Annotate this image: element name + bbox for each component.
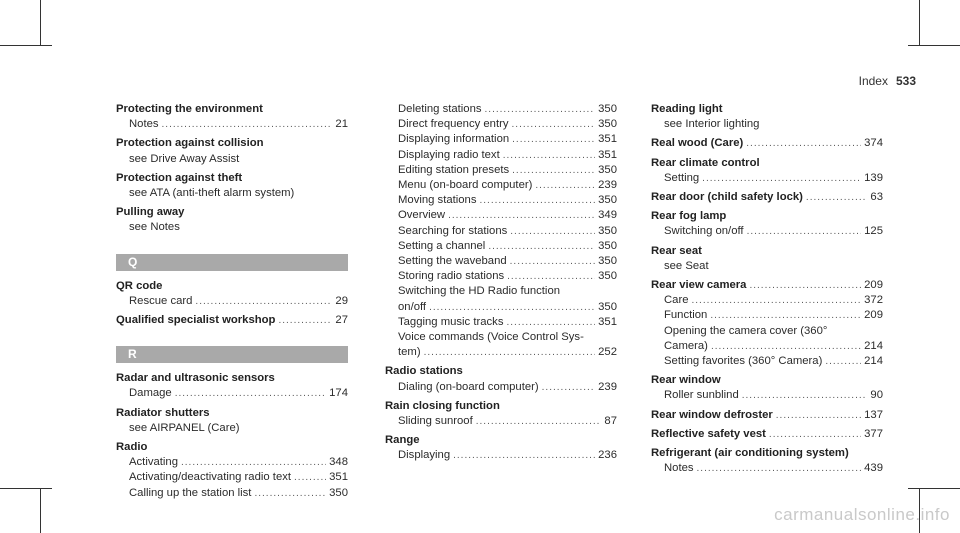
- page-ref: 348: [329, 456, 348, 469]
- section-letter-r: R: [116, 346, 348, 363]
- page-ref: 174: [329, 387, 348, 400]
- index-subentry[interactable]: Displaying information ..... 351: [385, 132, 617, 147]
- index-entry-title: Refrigerant (air conditioning system): [651, 447, 849, 460]
- page-ref: 351: [598, 133, 617, 146]
- page-header: [859, 74, 916, 88]
- index-subentry-text[interactable]: Voice commands (Voice Control Sys-: [398, 331, 584, 344]
- index-subentry[interactable]: Switching on/off ..... 125: [651, 224, 883, 239]
- index-entry-title: Protection against collision: [116, 137, 264, 150]
- see-reference[interactable]: see Interior lighting: [664, 118, 760, 131]
- index-entry-title: Radiator shutters: [116, 406, 210, 419]
- index-subentry[interactable]: Setting favorites (360° Camera) ..... 214: [651, 354, 883, 369]
- watermark: carmanualsonline.info: [774, 505, 950, 524]
- index-subentry[interactable]: tem) ..... 252: [385, 345, 617, 360]
- index-entry[interactable]: Qualified specialist workshop ..... 27: [116, 313, 348, 328]
- page-ref: 350: [598, 300, 617, 313]
- index-entry[interactable]: Rear view camera ..... 209: [651, 278, 883, 293]
- index-subentry[interactable]: Dialing (on-board computer) ..... 239: [385, 380, 617, 395]
- index-subentry[interactable]: Activating ..... 348: [116, 455, 348, 470]
- page-ref: 350: [329, 486, 348, 499]
- index-subentry[interactable]: Setting the waveband ..... 350: [385, 254, 617, 269]
- index-entry-title: Rear fog lamp: [651, 210, 727, 223]
- index-subentry[interactable]: on/off ..... 350: [385, 300, 617, 315]
- index-subentry[interactable]: Notes ..... 21: [116, 117, 348, 132]
- index-entry[interactable]: Reflective safety vest ..... 377: [651, 427, 883, 442]
- index-entry-title: Protecting the environment: [116, 103, 263, 115]
- index-subentry[interactable]: Notes ..... 439: [651, 461, 883, 476]
- index-entry-title: Reading light: [651, 103, 723, 115]
- page-ref: 374: [864, 137, 883, 150]
- index-entry[interactable]: Real wood (Care) ..... 374: [651, 136, 883, 151]
- page-number: 533: [895, 74, 916, 88]
- page-ref: 236: [598, 449, 617, 462]
- index-subentry[interactable]: Displaying ..... 236: [385, 448, 617, 463]
- index-subentry[interactable]: Care ..... 372: [651, 293, 883, 308]
- page-ref: 372: [864, 294, 883, 307]
- see-reference[interactable]: see Seat: [664, 259, 709, 272]
- index-subentry[interactable]: Sliding sunroof ..... 87: [385, 414, 617, 429]
- page-ref: 214: [864, 355, 883, 368]
- index-column-2: [385, 102, 617, 464]
- page-ref: 209: [864, 279, 883, 292]
- page-ref: 351: [329, 471, 348, 484]
- index-subentry[interactable]: Roller sunblind ..... 90: [651, 388, 883, 403]
- crop-mark: [0, 488, 52, 489]
- page-ref: 209: [864, 309, 883, 322]
- page-ref: 350: [598, 194, 617, 207]
- page-ref: 439: [864, 462, 883, 475]
- index-entry-title: Radio stations: [385, 365, 463, 378]
- index-entry[interactable]: Rear window defroster ..... 137: [651, 408, 883, 423]
- page-ref: 27: [335, 314, 348, 327]
- page-ref: 214: [864, 339, 883, 352]
- index-entry-title: Radio: [116, 441, 148, 454]
- page-ref: 350: [598, 163, 617, 176]
- crop-mark: [40, 0, 41, 46]
- page-ref: 239: [598, 179, 617, 192]
- index-subentry[interactable]: Menu (on-board computer) ..... 239: [385, 178, 617, 193]
- page-ref: 350: [598, 239, 617, 252]
- page-ref: 350: [598, 224, 617, 237]
- index-subentry[interactable]: Calling up the station list ..... 350: [116, 486, 348, 501]
- index-subentry[interactable]: Deleting stations ..... 350: [385, 102, 617, 117]
- index-subentry[interactable]: Direct frequency entry ..... 350: [385, 117, 617, 132]
- page-ref: 377: [864, 427, 883, 440]
- index-subentry[interactable]: Damage ..... 174: [116, 386, 348, 401]
- index-entry-title: Range: [385, 434, 420, 447]
- section-title: Index: [858, 74, 888, 88]
- index-entry-title: Rear climate control: [651, 156, 760, 169]
- index-column-1: [116, 102, 348, 501]
- index-subentry[interactable]: Editing station presets ..... 350: [385, 163, 617, 178]
- index-entry-title: Rain closing function: [385, 399, 500, 412]
- page-ref: 350: [598, 270, 617, 283]
- crop-mark: [908, 488, 960, 489]
- index-subentry[interactable]: Camera) ..... 214: [651, 339, 883, 354]
- index-column-3: [651, 102, 883, 476]
- section-letter-q: Q: [116, 254, 348, 271]
- index-entry-title: Radar and ultrasonic sensors: [116, 372, 275, 385]
- page-ref: 252: [598, 346, 617, 359]
- crop-mark: [0, 45, 52, 46]
- page-ref: 125: [864, 225, 883, 238]
- see-reference[interactable]: see Notes: [129, 221, 180, 234]
- index-entry-title: Rear window: [651, 374, 721, 387]
- index-subentry[interactable]: Tagging music tracks ..... 351: [385, 315, 617, 330]
- page-ref: 137: [864, 408, 883, 421]
- see-reference[interactable]: see Drive Away Assist: [129, 152, 240, 165]
- index-subentry[interactable]: Setting ..... 139: [651, 171, 883, 186]
- page-ref: 239: [598, 380, 617, 393]
- page-ref: 351: [598, 315, 617, 328]
- crop-mark: [919, 0, 920, 46]
- index-subentry[interactable]: Function ..... 209: [651, 308, 883, 323]
- see-reference[interactable]: see ATA (anti-theft alarm system): [129, 187, 295, 200]
- page-ref: 21: [335, 118, 348, 131]
- index-entry[interactable]: Rear door (child safety lock) ..... 63: [651, 190, 883, 205]
- page-ref: 350: [598, 118, 617, 131]
- page-ref: 87: [604, 415, 617, 428]
- index-subentry[interactable]: Setting a channel ..... 350: [385, 239, 617, 254]
- see-reference[interactable]: see AIRPANEL (Care): [129, 421, 240, 434]
- page-ref: 139: [864, 171, 883, 184]
- crop-mark: [908, 45, 960, 46]
- index-entry-title: Pulling away: [116, 206, 185, 219]
- index-subentry[interactable]: Storing radio stations ..... 350: [385, 269, 617, 284]
- crop-mark: [40, 488, 41, 533]
- index-subentry-text[interactable]: Switching the HD Radio function: [398, 285, 561, 298]
- page-ref: 349: [598, 209, 617, 222]
- index-subentry[interactable]: Rescue card ..... 29: [116, 294, 348, 309]
- page-ref: 350: [598, 255, 617, 268]
- index-entry-title: Protection against theft: [116, 171, 243, 184]
- index-subentry[interactable]: Searching for stations ..... 350: [385, 224, 617, 239]
- index-subentry[interactable]: Moving stations ..... 350: [385, 193, 617, 208]
- page-ref: 63: [870, 191, 883, 204]
- index-subentry-text[interactable]: Opening the camera cover (360°: [664, 324, 828, 337]
- page-ref: 350: [598, 103, 617, 115]
- page-ref: 351: [598, 148, 617, 161]
- index-subentry[interactable]: Activating/deactivating radio text ..... 351: [116, 470, 348, 485]
- index-entry-title: QR code: [116, 279, 163, 292]
- index-entry-title: Rear seat: [651, 244, 702, 257]
- page-ref: 90: [870, 389, 883, 402]
- page-ref: 29: [335, 294, 348, 307]
- index-subentry[interactable]: Displaying radio text ..... 351: [385, 148, 617, 163]
- index-subentry[interactable]: Overview ..... 349: [385, 208, 617, 223]
